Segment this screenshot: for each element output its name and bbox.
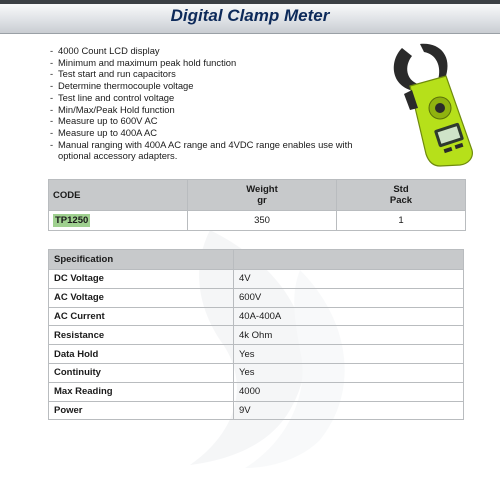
- spec-label: DC Voltage: [49, 270, 234, 289]
- feature-item: - Test start and run capacitors: [50, 68, 380, 80]
- spec-table: [48, 249, 464, 420]
- spec-value: 4k Ohm: [234, 326, 464, 345]
- page-title: Digital Clamp Meter: [170, 6, 330, 25]
- spec-header: Specification: [49, 250, 234, 270]
- pack-header-line2: Pack: [389, 195, 413, 206]
- feature-item: - Measure up to 600V AC: [50, 115, 380, 127]
- feature-item: - Measure up to 400A AC: [50, 127, 380, 139]
- spec-value: 9V: [234, 401, 464, 420]
- spec-row: [49, 345, 464, 364]
- pack-header: [337, 180, 466, 211]
- spec-label: Resistance: [49, 326, 234, 345]
- spec-value: 600V: [234, 288, 464, 307]
- spec-header-row: [49, 250, 464, 270]
- spec-label: AC Current: [49, 307, 234, 326]
- product-table-header: [49, 180, 466, 211]
- spec-row: [49, 363, 464, 382]
- spec-header-fill: [234, 250, 464, 270]
- product-code: TP1250: [55, 215, 89, 226]
- spec-label: AC Voltage: [49, 288, 234, 307]
- feature-item: - 4000 Count LCD display: [50, 45, 380, 57]
- header-top-bar: [0, 0, 500, 4]
- weight-header-line2: gr: [257, 195, 267, 206]
- clamp-meter-image-icon: [380, 38, 485, 168]
- spec-label: Data Hold: [49, 345, 234, 364]
- feature-item: - Minimum and maximum peak hold function: [50, 57, 380, 69]
- spec-label: Power: [49, 401, 234, 420]
- spec-row: [49, 307, 464, 326]
- spec-row: [49, 326, 464, 345]
- feature-list: [50, 45, 380, 162]
- code-header: CODE: [49, 180, 188, 211]
- product-table: [48, 179, 466, 231]
- feature-item: - Min/Max/Peak Hold function: [50, 104, 380, 116]
- product-pack: 1: [337, 211, 466, 231]
- spec-value: Yes: [234, 345, 464, 364]
- spec-value: Yes: [234, 363, 464, 382]
- product-row: [49, 211, 466, 231]
- feature-item: - Manual ranging with 400A AC range and 4VDC range enables use with optional accessory adapters.: [50, 139, 380, 162]
- spec-label: Max Reading: [49, 382, 234, 401]
- spec-value: 40A-400A: [234, 307, 464, 326]
- feature-item: - Determine thermocouple voltage: [50, 80, 380, 92]
- spec-row: [49, 288, 464, 307]
- spec-value: 4V: [234, 270, 464, 289]
- product-weight: 350: [188, 211, 337, 231]
- spec-row: [49, 270, 464, 289]
- weight-header: [188, 180, 337, 211]
- pack-header-line1: Std: [393, 184, 409, 195]
- spec-row: [49, 401, 464, 420]
- feature-item: - Test line and control voltage: [50, 92, 380, 104]
- weight-header-line1: Weight: [246, 184, 278, 195]
- spec-label: Continuity: [49, 363, 234, 382]
- page-header: [0, 0, 500, 34]
- spec-row: [49, 382, 464, 401]
- product-code-cell: [49, 211, 188, 231]
- spec-value: 4000: [234, 382, 464, 401]
